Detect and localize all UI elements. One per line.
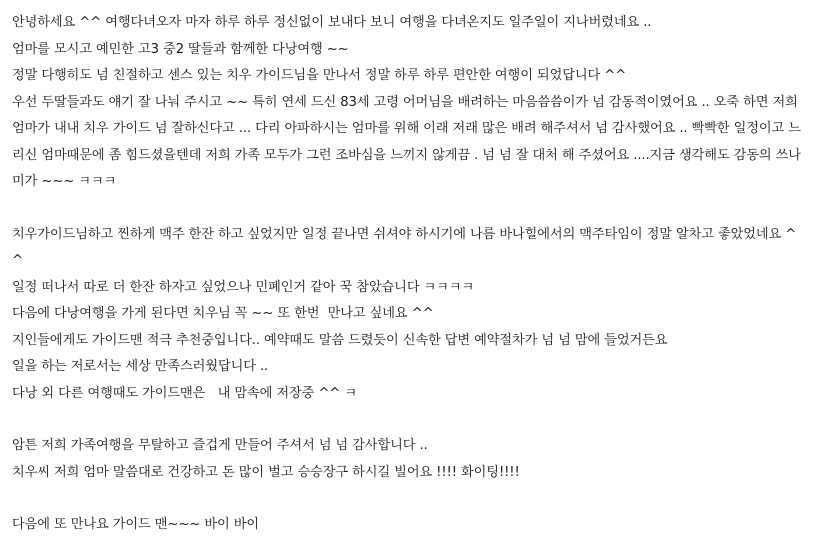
- review-paragraph: 안녕하세요 ^^ 여행다녀오자 마자 하루 하루 정신없이 보내다 보니 여행을 다녀온지도 일주일이 지나버렸네요 ..: [12, 15, 652, 30]
- review-paragraph: 다음에 다낭여행을 가게 된다면 치우님 꼭 ~~ 또 한번 만나고 싶네요 ^^: [12, 306, 434, 321]
- paragraph-spacer: [12, 407, 807, 433]
- review-paragraph: 치우씨 저희 엄마 말씀대로 건강하고 돈 많이 벌고 승승장구 하시길 빌어요 !!!! 화이팅!!!!: [12, 464, 520, 480]
- review-paragraph: 다음에 또 만나요 가이드 맨~~~ 바이 바이: [12, 517, 259, 532]
- paragraph-spacer: [12, 486, 807, 512]
- review-paragraph: 암튼 저희 가족여행을 무탈하고 즐겁게 만들어 주셔서 넘 넘 감사합니다 ..: [12, 438, 428, 453]
- review-paragraph: 엄마를 모시고 예민한 고3 중2 딸들과 함께한 다낭여행 ~~: [12, 41, 349, 57]
- review-paragraph: 우선 두딸들과도 얘기 잘 나눠 주시고 ~~ 특히 연세 드신 83세 고령 어머님을 배려하는 마음씀씀이가 넘 감동적이였어요 .. 오죽 하면 저희 엄마가 내내 치우 가이드 넘 잘하신다고 ... 다리 아파하시는 엄마를 위해 이래 저래 많은 배려 해주셔서 넘 감사했어요 .. 빡빡한 일정이고 느리신 엄마때문에 좀 힘드셨을텐데 저희 가족 모두가 그런 조바심을 느끼지 않게끔 . 넘 넘 잘 대처 해 주셨어요 ....지금 생각해도 감동의 쓰나미가 ~~~ ㅋㅋㅋ: [12, 94, 802, 189]
- review-paragraph: 지인들에게도 가이드맨 적극 추천중입니다.. 예약때도 말씀 드렸듯이 신속한 답변 예약절차가 넘 넘 맘에 들었거든요: [12, 332, 668, 348]
- review-paragraph: 치우가이드님하고 찐하게 맥주 한잔 하고 싶었지만 일정 끝나면 쉬셔야 하시기에 나름 바나힐에서의 맥주타임이 정말 알차고 좋았었네요 ^^: [12, 226, 797, 268]
- review-paragraph: 정말 다행히도 넘 친절하고 센스 있는 치우 가이드님을 만나서 정말 하루 하루 편안한 여행이 되었답니다 ^^: [12, 68, 627, 83]
- review-paragraph: 다낭 외 다른 여행때도 가이드맨은 내 맘속에 저장중 ^^ ㅋ: [12, 385, 357, 401]
- review-paragraph: 일정 떠나서 따로 더 한잔 하자고 싶었으나 민폐인거 같아 꾹 참았습니다 ㅋㅋㅋㅋ: [12, 279, 475, 295]
- paragraph-spacer: [12, 196, 807, 222]
- review-paragraph: 일을 하는 저로서는 세상 만족스러웠답니다 ..: [12, 359, 269, 374]
